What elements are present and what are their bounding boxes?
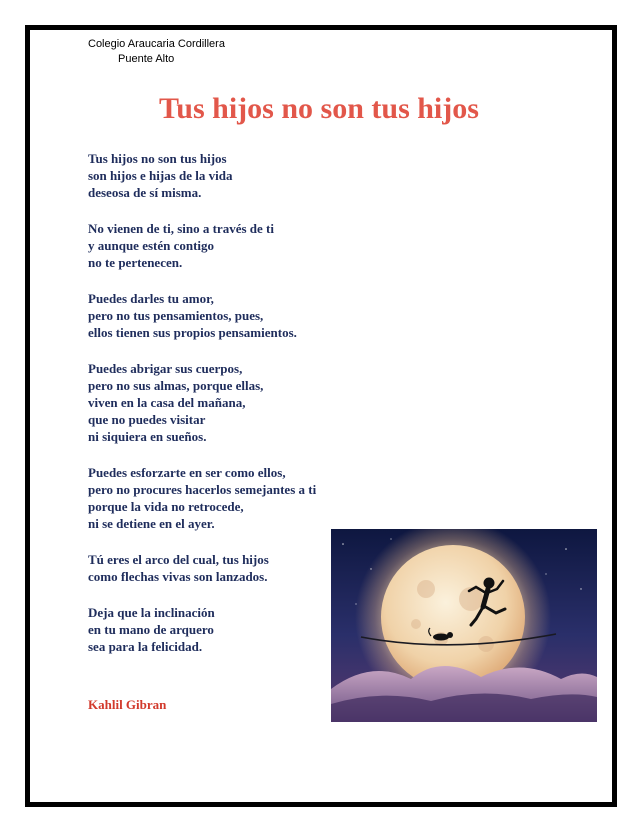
poem-line: no te pertenecen. (88, 255, 183, 270)
poem-line: Deja que la inclinación (88, 605, 215, 620)
poem-stanza (88, 290, 388, 341)
poem-line: pero no procures hacerlos semejantes a ti (88, 482, 317, 497)
poem-line: como flechas vivas son lanzados. (88, 569, 268, 584)
poem-stanza (88, 360, 388, 445)
poem-line: ni siquiera en sueños. (88, 429, 207, 444)
poem-line: Puedes abrigar sus cuerpos, (88, 361, 243, 376)
school-location: Puente Alto (118, 53, 175, 65)
poem-line: porque la vida no retrocede, (88, 499, 244, 514)
poem-line: pero no tus pensamientos, pues, (88, 308, 264, 323)
poem-line: sea para la felicidad. (88, 639, 203, 654)
poem-line: Tú eres el arco del cual, tus hijos (88, 552, 269, 567)
poem-author: Kahlil Gibran (88, 697, 167, 712)
poem-line: No vienen de ti, sino a través de ti (88, 221, 274, 236)
poem-line: ni se detiene en el ayer. (88, 516, 215, 531)
poem-line: son hijos e hijas de la vida (88, 168, 233, 183)
school-header (88, 37, 225, 67)
poem-stanza (88, 220, 388, 271)
poem-line: en tu mano de arquero (88, 622, 214, 637)
poem-line: deseosa de sí misma. (88, 185, 202, 200)
clouds-lower (331, 693, 597, 722)
school-name: Colegio Araucaria Cordillera (88, 38, 225, 50)
poem-line: viven en la casa del mañana, (88, 395, 246, 410)
poem-title: Tus hijos no son tus hijos (159, 92, 479, 125)
poem-line: y aunque estén contigo (88, 238, 215, 253)
poem-line: que no puedes visitar (88, 412, 206, 427)
poem-line: ellos tienen sus propios pensamientos. (88, 325, 297, 340)
full-moon-illustration (331, 529, 597, 722)
poem-line: Puedes esforzarte en ser como ellos, (88, 465, 286, 480)
poem-stanza (88, 464, 388, 532)
poem-stanza (88, 150, 388, 201)
poem-line: Tus hijos no son tus hijos (88, 151, 227, 166)
poem-line: Puedes darles tu amor, (88, 291, 214, 306)
poem-line: pero no sus almas, porque ellas, (88, 378, 264, 393)
